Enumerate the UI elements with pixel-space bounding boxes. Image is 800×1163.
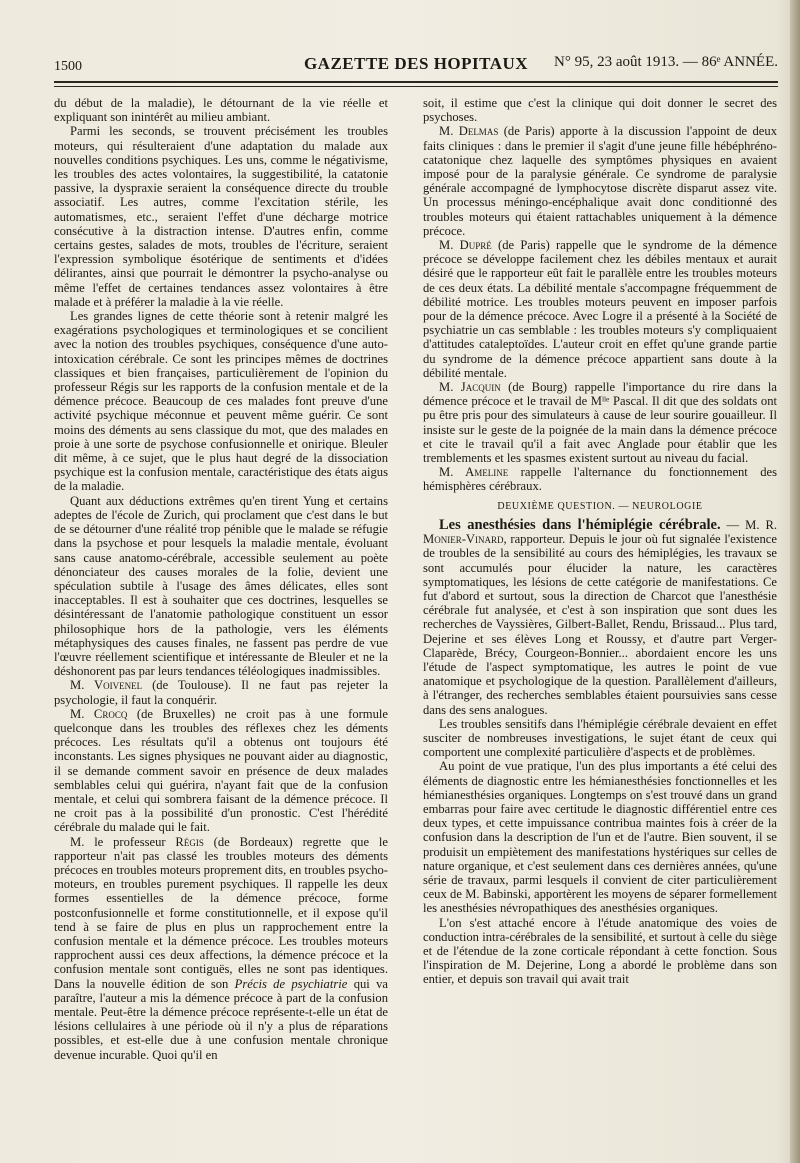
speaker-name: M. Dupré: [439, 238, 492, 253]
paragraph: L'on s'est attaché encore à l'étude anatomique des voies de conduction intra-cérébrales de la sensibilité, et surtout à celle du siège et de l'étendue de la zone corticale répondant à cette fonction. Sous l'inspiration de M. Dejerine, Long a abordé le problème dans son entier, et depuis son travail qui avait trait: [423, 915, 777, 987]
speaker-name: Régis: [175, 834, 204, 849]
paragraph: [54, 707, 388, 835]
speaker-name: M. Crocq: [70, 706, 128, 721]
paragraph-text: (de Paris) apporte à la discussion l'appoint de deux faits cliniques : dans le premier il s'agit d'une jeune fille hébéphréno-catatonique chez laquelle des symptômes physiques en avaient imposé pour de la paralysie générale. Ce syndrome de paralysie générale accompagné de lymphocytose discrète disparut assez vite. Un processus méningo-encéphalique avait donc conditionné des troubles moteurs qui étaient rattachables uniquement à la démence précoce.: [423, 124, 777, 238]
book-title: Précis de psychiatrie: [234, 976, 348, 991]
paragraph-text: rappelle l'alternance du fonctionnement des hémisphères cérébraux.: [423, 465, 777, 494]
paragraph: [423, 465, 777, 493]
paragraph-text: (de Toulouse). Il ne faut pas rejeter la psychologie, il faut la conquérir.: [54, 678, 388, 707]
paragraph: [423, 124, 777, 238]
paragraph: [423, 380, 777, 465]
issue-info: N° 95, 23 août 1913. — 86ᵉ ANNÉE.: [554, 54, 778, 70]
paragraph: du début de la maladie), le détournant de la vie réelle et expliquant son inintérêt au milieu ambiant.: [54, 96, 388, 125]
right-column: [423, 96, 777, 1151]
paragraph: [54, 835, 388, 1062]
speaker-name: M. Jacquin: [439, 380, 501, 395]
paragraph-text: (de Paris) rappelle que le syndrome de la démence précoce se développe facilement chez les débiles mentaux et aurait désiré que le rapporteur eût fait le parallèle entre les troubles moteurs de ces deux états. La débilité mentale s'accompagne fréquemment de débilité motrice. Les troubles moteurs peuvent en imposer parfois pour de la démence précoce. Avec Logre il a présenté à la Société de psychiatrie un cas semblable : les troubles moteurs s'y compliquaient d'attitudes cataleptoïdes. L'auteur croit en effet qu'une grande partie du syndrome de la démence précoce appartient sans doute à la débilité mentale.: [423, 238, 777, 380]
article-title: Les anesthésies dans l'hémiplégie cérébrale.: [439, 516, 721, 533]
paragraph: Au point de vue pratique, l'un des plus importants a été celui des éléments de diagnostic entre les hémianesthésies fonctionnelles et les hémianesthésies organiques. Longtemps on s'est trouvé dans un grand embarras pour faire avec certitude le diagnostic différentiel entre ces deux types, et cette impuissance contribua maintes fois à créer de la confusion dans la description de l'un et de l'autre. Bien souvent, il se produisit un empiètement des manifestations hystériques sur celles de nature organique, et c'est seulement dans ces dernières années, qu'une série de travaux, parmi lesquels il convient de citer particulièrement ceux de M. Babinski, apportèrent les moyens de séparer formellement les anesthésies névropathiques des anesthésies organiques.: [423, 759, 777, 916]
paragraph: Les grandes lignes de cette théorie sont à retenir malgré les exagérations psychologiques et terminologiques et se concilient avec la notion des troubles psychiques, conséquence d'une auto-intoxication cérébrale. Ce sont les principes mêmes de doctrines classiques et bien françaises, particulièrement de l'opinion du professeur Régis sur les rapports de la confusion mentale et de la démence précoce. Beaucoup de ces malades font preuve d'une activité psychique méconnue et peuvent même guérir. Ce sont moins des déments au sens classique du mot, que des malades en proie à une sorte de psychose confusionnelle et onirique. Bleuler dit même, à ce sujet, que le plus haut degré de la dissociation psychique est la confusion mentale, caractéristique des états aigus de la maladie.: [54, 309, 388, 494]
paragraph: [423, 518, 777, 717]
speaker-name: M. Ameline: [439, 465, 509, 480]
page-number: 1500: [54, 59, 82, 74]
paragraph: soit, il estime que c'est la clinique qui doit donner le secret des psychoses.: [423, 96, 777, 125]
section-heading: DEUXIÈME QUESTION. — NEUROLOGIE: [497, 500, 703, 512]
speaker-name: M. Voivenel: [70, 678, 143, 693]
paragraph-text: qui va paraître, l'auteur a mis la démence précoce à part de la confusion mentale. Peut-être la démence précoce représente-t-elle un état de lésions cellulaires à une période où il n'y a plus de réparations possibles, et est-elle due à une confusion mentale chronique devenue incurable. Quoi qu'il en: [54, 976, 388, 1062]
journal-title: GAZETTE DES HOPITAUX: [303, 54, 529, 73]
paragraph-text: (de Bordeaux) regrette que le rapporteur n'ait pas classé les troubles moteurs des déments précoces en troubles moteurs proprement dits, en troubles psycho-moteurs, en troubles purement psychiques. Il rappelle les deux formes essentielles de la démence précoce, forme postconfusionnelle et forme constitutionnelle, et il expose qu'il tend à se faire de plus en plus un rapprochement entre la confusion mentale et la démence précoce. Les troubles moteurs rapprochent aussi ces deux affections, la démence précoce et la confusion mentale sont contiguës, elles ne sont pas identiques. Dans la nouvelle édition de son: [54, 834, 388, 991]
left-column: [54, 96, 388, 1151]
paragraph-text: (de Bourg) rappelle l'importance du rire dans la démence précoce et le travail de Mˡˡᵉ Pascal. Il dit que des soldats ont pu être pris pour des simulateurs à cause de leur sourire gouailleur. Il insiste sur le geste de la poignée de la main dans la démence précoce et cite le travail qu'il a fait avec Anglade pour établir que les tremblements et les spasmes existent surtout au niveau du facial.: [423, 380, 777, 466]
speaker-name: M. Delmas: [439, 124, 499, 139]
page-header: [54, 52, 778, 78]
paragraph-text: M. le professeur: [70, 834, 176, 849]
header-rule: [54, 81, 778, 87]
page-edge: [790, 0, 800, 1163]
paragraph: Parmi les seconds, se trouvent précisément les troubles moteurs, qui résulteraient d'une adaptation du malade aux nouvelles conditions psychiques. Les uns, comme le négativisme, les troubles des actes volontaires, la suggestibilité, la catatonie passive, la dyspraxie seraient la conséquence directe du trouble associatif. Les autres, comme l'excitation stérile, les automatismes, etc., seraient l'effet d'une décharge motrice consécutive à la distraction intense. D'autres enfin, comme certains gestes, salades de mots, troubles de l'écriture, seraient l'expression symbolique ésotérique de sentiments et d'idées délirantes, ainsi que pourrait le démontrer la psycho-analyse ou même l'effet de certaines tendances assez volontaires à être malade et à préférer la maladie à la vie réelle.: [54, 124, 388, 309]
paragraph: Quant aux déductions extrêmes qu'en tirent Yung et certains adeptes de l'école de Zurich, qui proclament que c'est dans le but de se détourner d'une réalité trop pénible que le malade se réfugie dans la psychose et pour lesquels la maladie mentale, évoluant sans cause anatomo-cérébrale, accessible seulement au poète dénonciateur des causes morales de la folie, devient une spéculation subtile à l'usage des âmes délicates, elles sont inacceptables. Il est à souhaiter que ces doctrines, lesquelles se désintéressant de l'anatomie pathologique constituent un essor philosophique hors de la pathologie, vers les éléments métaphysiques des causes finales, ne fassent pas perdre de vue l'œuvre réellement scientifique et intéressante de Bleuler et ne la déshonorent pas par leurs tendances téléologiques inadmissibles.: [54, 493, 388, 679]
paragraph: [54, 678, 388, 706]
paragraph-text: , rapporteur. Depuis le jour où fut signalée l'existence de troubles de la sensibilité au cours des hémiplégies, les travaux se sont accumulés pour élucider la nature, les caractères symptomatiques, les lésions de cette catégorie de manifestations. Ce fut d'abord et surtout, sous la direction de Charcot que l'anesthésie cérébrale fut analysée, et c'est à son inspiration que sont dues les recherches de Vayssières, Gilbert-Ballet, Rendu, Brissaud... Plus tard, Dejerine et ses élèves Long et Roussy, et d'autre part Verger-Claparède, Brécy, Courgeon-Bonnier... abordaient encore les uns l'étude de l'aspect symptomatique, les autres le point de vue anatomique et psychologique de la question. Parallèlement d'ailleurs, à l'étranger, des recherches semblables étaient poursuivies sans cesse dans des sens analogues.: [423, 532, 777, 717]
paragraph: [423, 238, 777, 380]
paragraph-text: (de Bruxelles) ne croit pas à une formule quelconque dans les troubles des réflexes chez les déments précoces. Les résultats qu'il a obtenus ont toujours été inconstants. Les signes physiques ne pouvant aider au diagnostic, il se demande comment savoir en présence de deux malades semblables celui qui guérira, n'ayant fait que de la confusion mentale, et celui qui sombrera faisant de la démence précoce. Il ne croit pas à la possibilité d'un pronostic. C'est l'hérédité cérébrale du malade qui le fait.: [54, 706, 388, 835]
article-author: — M. R. Monier-Vinard: [423, 517, 777, 547]
paragraph: Les troubles sensitifs dans l'hémiplégie cérébrale devaient en effet susciter de nombreuses investigations, le sujet étant de ceux qui comportent une complexité particulière d'aspects et de problèmes.: [423, 716, 777, 760]
